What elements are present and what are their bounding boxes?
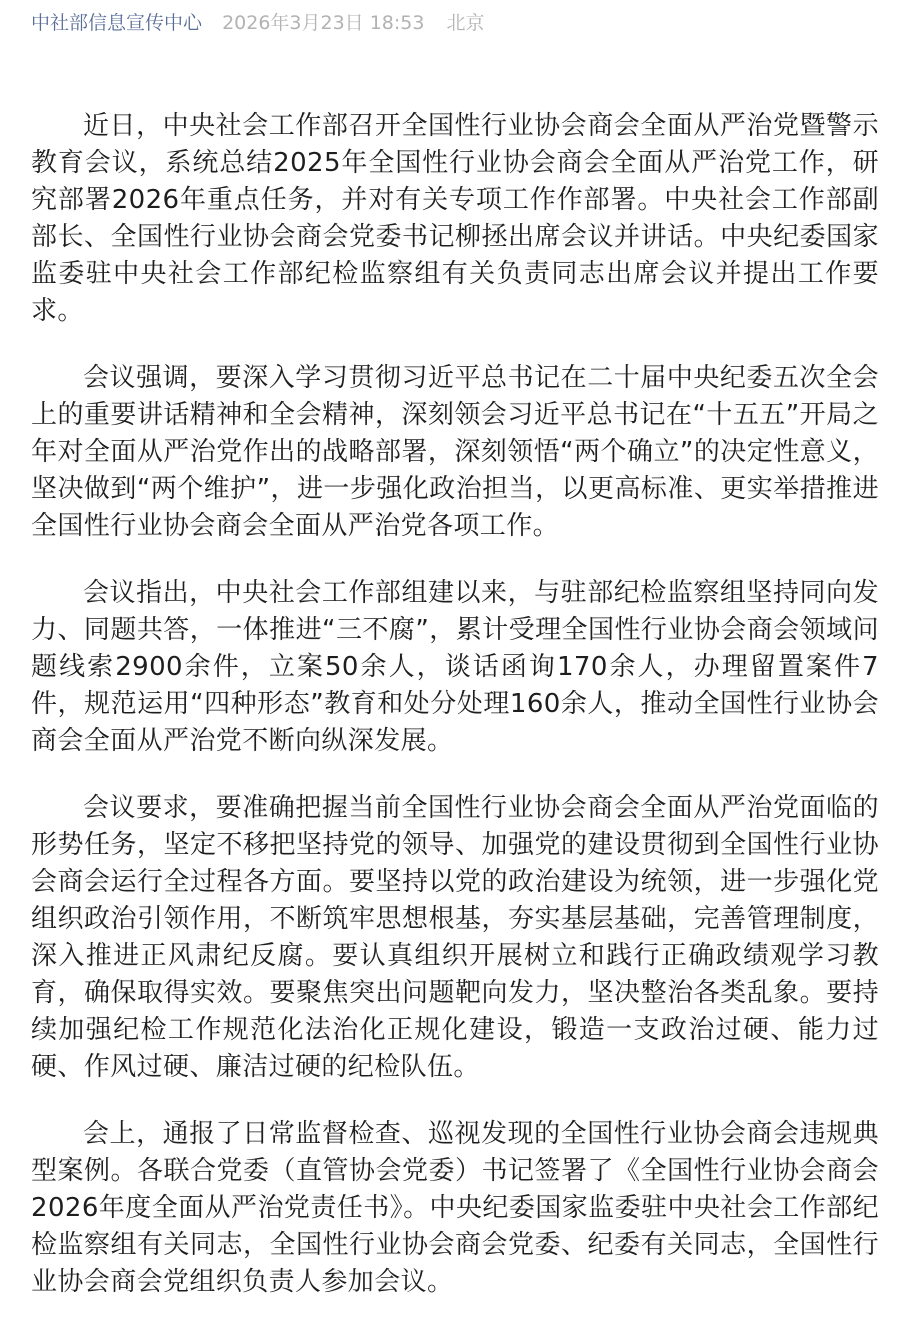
publish-date: 2026年3月23日 18:53 — [222, 12, 425, 34]
paragraph-attendance: 会上，通报了日常监督检查、巡视发现的全国性行业协会商会违规典型案例。各联合党委（直管协会党委）书记签署了《全国性行业协会商会2026年度全面从严治党责任书》。中央纪委国家监委驻中央社会工作部纪检监察组有关同志，全国性行业协会商会党委、纪委有关同志，全国性行业协会商会党组织负责人参加会议。 — [31, 1119, 879, 1297]
author-link[interactable]: 中社部信息宣传中心 — [31, 12, 203, 34]
paragraph-requirements: 会议要求，要准确把握当前全国性行业协会商会全面从严治党面临的形势任务，坚定不移把坚持党的领导、加强党的建设贯彻到全国性行业协会商会运行全过程各方面。要坚持以党的政治建设为统领，进一步强化党组织政治引领作用，不断筑牢思想根基，夯实基层基础，完善管理制度，深入推进正风肃纪反腐。要认真组织开展树立和践行正确政绩观学习教育，确保取得实效。要聚焦突出问题靶向发力，坚决整治各类乱象。要持续加强纪检工作规范化法治化正规化建设，锻造一支政治过硬、能力过硬、作风过硬、廉洁过硬的纪检队伍。 — [31, 793, 879, 1082]
paragraph-emphasis: 会议强调，要深入学习贯彻习近平总书记在二十届中央纪委五次全会上的重要讲话精神和全会精神，深刻领会习近平总书记在“十五五”开局之年对全面从严治党作出的战略部署，深刻领悟“两个确立”的决定性意义，坚决做到“两个维护”，进一步强化政治担当，以更高标准、更实举措推进全国性行业协会商会全面从严治党各项工作。 — [31, 363, 879, 541]
paragraph-achievements: 会议指出，中央社会工作部组建以来，与驻部纪检监察组坚持同向发力、同题共答，一体推进“三不腐”，累计受理全国性行业协会商会领域问题线索2900余件，立案50余人，谈话函询170余人，办理留置案件7件，规范运用“四种形态”教育和处分处理160余人，推动全国性行业协会商会全面从严治党不断向纵深发展。 — [31, 578, 879, 756]
article-meta — [31, 9, 485, 37]
publish-location: 北京 — [446, 12, 485, 34]
paragraph-intro: 近日，中央社会工作部召开全国性行业协会商会全面从严治党暨警示教育会议，系统总结2025年全国性行业协会商会全面从严治党工作，研究部署2026年重点任务，并对有关专项工作作部署。中央社会工作部副部长、全国性行业协会商会党委书记柳拯出席会议并讲话。中央纪委国家监委驻中央社会工作部纪检监察组有关负责同志出席会议并提出工作要求。 — [31, 111, 879, 326]
article-body — [31, 108, 879, 1331]
